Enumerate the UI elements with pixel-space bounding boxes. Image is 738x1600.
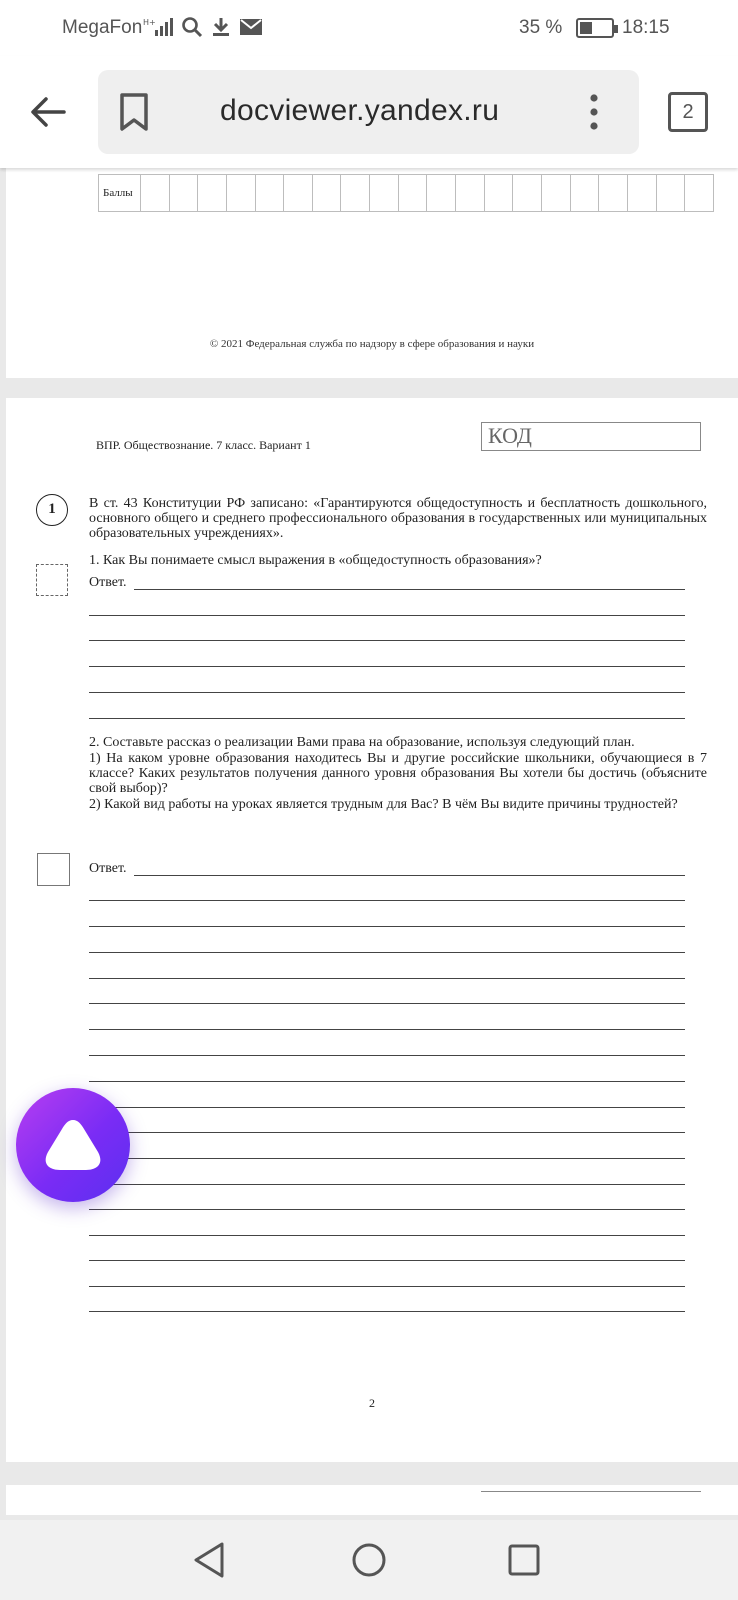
answer-line — [89, 615, 685, 616]
question-2-item-1: 1) На каком уровне образования находитесь Вы и другие российские школьники, обучающиеся в 7 классе? Каких результатов получения данного уровня образования Вы хотели бы достичь (объясните свой выбор)? — [89, 751, 707, 796]
back-arrow-icon[interactable] — [26, 90, 70, 134]
nav-back-icon[interactable] — [188, 1538, 232, 1582]
bookmark-icon[interactable] — [118, 92, 150, 132]
carrier-name: MegaFon — [62, 17, 143, 38]
score-table — [98, 174, 714, 212]
answer-line — [89, 1055, 685, 1056]
browser-toolbar — [0, 56, 738, 168]
status-icons — [143, 16, 263, 38]
answer-line — [89, 718, 685, 719]
answer-line — [89, 900, 685, 901]
answer-line — [89, 1029, 685, 1030]
answer-line — [89, 952, 685, 953]
battery-percent: 35 % — [519, 17, 563, 38]
battery-icon — [576, 18, 614, 38]
document-page-2 — [6, 398, 738, 1462]
answer-line — [89, 978, 685, 979]
question-intro: В ст. 43 Конституции РФ записано: «Гарантируются общедоступность и бесплатность дошкольного, основного общего и среднего профессионального образования в государственных или муниципальных образовательных учреждениях». — [89, 496, 707, 541]
address-bar[interactable] — [98, 70, 639, 154]
answer-line — [89, 926, 685, 927]
answer-label: Ответ. — [89, 575, 127, 590]
answer-line — [89, 1158, 685, 1159]
url-text[interactable]: docviewer.yandex.ru — [220, 94, 500, 127]
copyright-text: © 2021 Федеральная служба по надзору в сфере образования и науки — [209, 338, 535, 350]
document-page-1 — [6, 160, 738, 378]
score-box-1 — [36, 564, 68, 596]
search-icon — [181, 16, 203, 38]
score-box-2 — [37, 853, 70, 886]
status-bar — [0, 0, 738, 56]
code-box: КОД — [481, 422, 701, 451]
page-header: ВПР. Обществознание. 7 класс. Вариант 1 — [96, 438, 311, 452]
system-nav-bar — [0, 1520, 738, 1600]
svg-text:H+: H+ — [143, 18, 156, 27]
alice-assistant-button[interactable] — [16, 1088, 130, 1202]
answer-line — [89, 1209, 685, 1210]
answer-label-1 — [89, 575, 127, 591]
answer-label: Ответ. — [89, 861, 127, 876]
tab-switcher-button[interactable]: 2 — [668, 92, 708, 132]
answer-line — [89, 640, 685, 641]
table-row — [99, 175, 714, 212]
answer-line — [89, 692, 685, 693]
question-2-item-2: 2) Какой вид работы на уроках является трудным для Вас? В чём Вы видите причины трудностей? — [89, 797, 678, 812]
question-1-text: 1. Как Вы понимаете смысл выражения в «общедоступность образования»? — [89, 553, 542, 568]
alice-triangle-icon — [42, 1116, 104, 1174]
question-2-intro: 2. Составьте рассказ о реализации Вами права на образование, используя следующий план. — [89, 735, 635, 750]
page-number: 2 — [369, 1396, 375, 1410]
answer-line — [89, 1132, 685, 1133]
clock: 18:15 — [622, 17, 670, 38]
answer-line — [89, 1107, 685, 1108]
answer-line — [89, 1081, 685, 1082]
answer-label-2 — [89, 861, 127, 877]
answer-line — [89, 1003, 685, 1004]
answer-line — [89, 666, 685, 667]
question-2-text — [89, 735, 707, 813]
answer-line — [89, 1260, 685, 1261]
question-number: 1 — [36, 494, 68, 526]
download-icon — [211, 16, 231, 38]
answer-line — [89, 1235, 685, 1236]
nav-home-icon[interactable] — [347, 1538, 391, 1582]
mail-icon — [239, 17, 263, 37]
answer-line — [89, 1311, 685, 1312]
table-row-label: Баллы — [99, 175, 141, 212]
answer-line — [89, 1184, 685, 1185]
nav-recents-icon[interactable] — [502, 1538, 546, 1582]
signal-icon — [143, 16, 173, 38]
answer-line — [89, 1286, 685, 1287]
document-page-3 — [6, 1485, 738, 1515]
more-vert-icon[interactable] — [586, 92, 602, 132]
